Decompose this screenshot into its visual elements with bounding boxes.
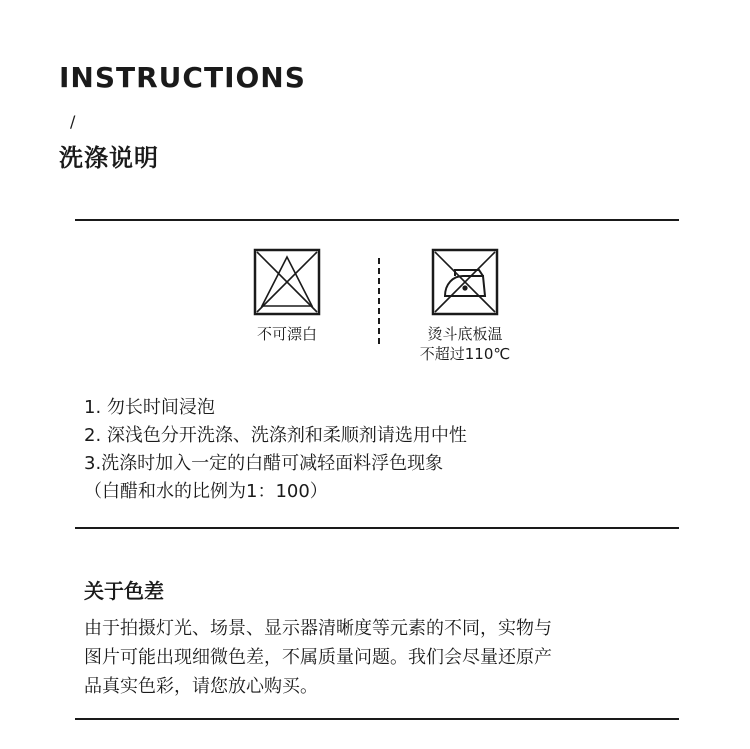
no-bleach-icon xyxy=(253,248,321,316)
page-title-english: INSTRUCTIONS xyxy=(59,61,306,94)
step-item: （白醋和水的比例为1：100） xyxy=(84,481,328,502)
washing-steps-list xyxy=(84,394,467,506)
color-note-line: 由于拍摄灯光、场景、显示器清晰度等元素的不同，实物与 xyxy=(84,618,552,639)
step-item: 3.洗涤时加入一定的白醋可减轻面料浮色现象 xyxy=(84,453,444,474)
step-item: 2. 深浅色分开洗涤、洗涤剂和柔顺剂请选用中性 xyxy=(84,425,467,446)
color-note-line: 品真实色彩，请您放心购买。 xyxy=(84,676,318,697)
color-note-line: 图片可能出现细微色差，不属质量问题。我们会尽量还原产 xyxy=(84,647,552,668)
step-item: 1. 勿长时间浸泡 xyxy=(84,397,215,418)
divider-top xyxy=(75,219,679,221)
care-symbol-iron xyxy=(395,248,535,364)
color-note-title: 关于色差 xyxy=(84,579,164,603)
color-note-body xyxy=(84,614,684,701)
care-symbol-separator xyxy=(378,258,380,344)
divider-middle xyxy=(75,527,679,529)
care-label-iron xyxy=(395,324,535,364)
care-label-no-bleach: 不可漂白 xyxy=(256,325,317,343)
divider-bottom xyxy=(75,718,679,720)
care-label-iron-line-2: 不超过110℃ xyxy=(419,345,511,363)
care-label-iron-line-1: 烫斗底板温 xyxy=(427,325,503,343)
iron-low-heat-icon xyxy=(431,248,499,316)
care-symbol-no-bleach xyxy=(232,248,342,344)
page-title-chinese: 洗涤说明 xyxy=(59,144,159,172)
title-divider: / xyxy=(70,112,76,131)
